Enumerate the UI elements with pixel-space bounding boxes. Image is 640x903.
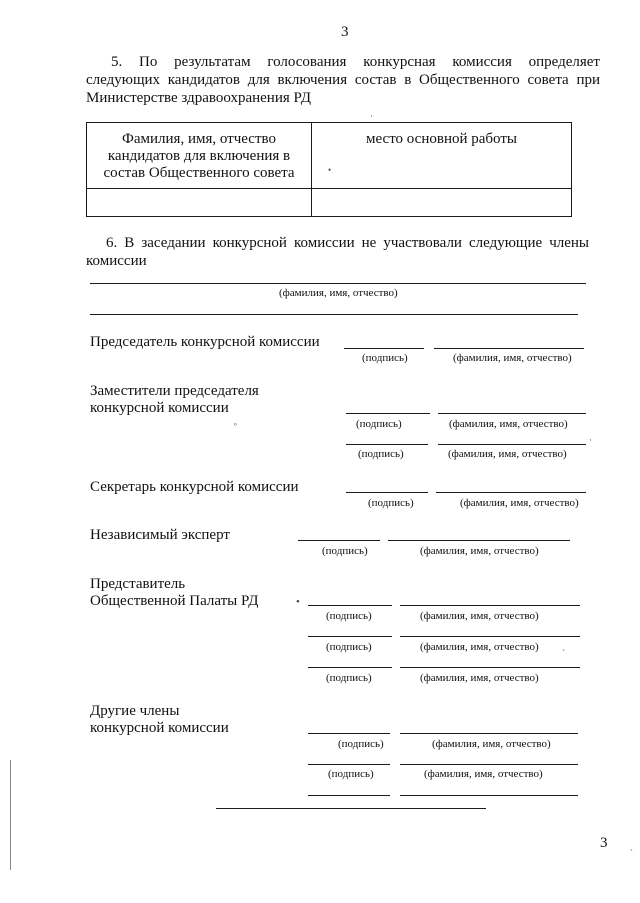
section6-line2: комиссии [86,253,147,269]
chamber3-signature-line[interactable] [308,667,392,668]
deputy2-signature-caption: (подпись) [358,448,404,460]
table-header-name-line3: состав Общественного совета [103,165,295,181]
absent-members-line-2 [90,314,578,315]
expert-signature-caption: (подпись) [322,545,368,557]
scan-margin-mark [10,760,11,870]
table-cell-workplace[interactable] [312,189,572,217]
chamber3-name-caption: (фамилия, имя, отчество) [420,672,539,684]
others1-name-line[interactable] [400,733,578,734]
page-number-top: 3 [341,24,349,40]
scan-speck: • [328,165,332,175]
chairman-signature-caption: (подпись) [362,352,408,364]
secretary-label: Секретарь конкурсной комиссии [90,479,299,495]
others1-signature-line[interactable] [308,733,390,734]
scan-speck: · [589,435,592,445]
secretary-signature-caption: (подпись) [368,497,414,509]
chamber2-signature-line[interactable] [308,636,392,637]
page-number-bottom: 3 [600,835,608,851]
table-header-workplace-label: место основной работы [366,131,517,147]
others2-signature-caption: (подпись) [328,768,374,780]
closing-line [216,808,486,809]
chamber-label-line2: Общественной Палаты РД [90,593,259,609]
table-header-name-line1: Фамилия, имя, отчество [122,131,276,147]
others2-name-line[interactable] [400,764,578,765]
section5-line2: следующих кандидатов для включения состав в Общественного совета при [86,72,600,88]
expert-label: Независимый эксперт [90,527,230,543]
section6-line1: 6. В заседании конкурсной комиссии не участвовали следующие члены [106,235,589,251]
chamber1-signature-line[interactable] [308,605,392,606]
deputy2-name-line[interactable] [438,444,586,445]
section5-line1: 5. По результатам голосования конкурсная комиссия определяет [111,54,600,70]
chamber2-signature-caption: (подпись) [326,641,372,653]
chamber2-name-caption: (фамилия, имя, отчество) [420,641,539,653]
scan-speck: ᵒ [234,420,237,430]
others2-name-caption: (фамилия, имя, отчество) [424,768,543,780]
deputy1-signature-line[interactable] [346,413,430,414]
deputy1-name-line[interactable] [438,413,586,414]
others3-name-line[interactable] [400,795,578,796]
others3-signature-line[interactable] [308,795,390,796]
chamber-label-line1: Представитель [90,576,186,592]
others1-name-caption: (фамилия, имя, отчество) [432,738,551,750]
deputies-label-line1: Заместители председателя [90,383,259,399]
chamber1-name-caption: (фамилия, имя, отчество) [420,610,539,622]
expert-name-line[interactable] [388,540,570,541]
table-header-workplace [312,123,572,189]
deputy1-signature-caption: (подпись) [356,418,402,430]
scan-speck: ˏ [562,641,565,651]
deputies-label-line2: конкурсной комиссии [90,400,229,416]
chamber3-name-line[interactable] [400,667,580,668]
scan-speck: · [370,111,373,121]
expert-name-caption: (фамилия, имя, отчество) [420,545,539,557]
deputy1-name-caption: (фамилия, имя, отчество) [449,418,568,430]
others2-signature-line[interactable] [308,764,390,765]
chairman-signature-line[interactable] [344,348,424,349]
section5-line3: Министерстве здравоохранения РД [86,90,311,106]
expert-signature-line[interactable] [298,540,380,541]
absent-members-line [90,283,586,284]
table-cell-name[interactable] [87,189,312,217]
table-row [87,189,572,217]
chamber1-name-line[interactable] [400,605,580,606]
chairman-name-caption: (фамилия, имя, отчество) [453,352,572,364]
deputy2-name-caption: (фамилия, имя, отчество) [448,448,567,460]
secretary-name-caption: (фамилия, имя, отчество) [460,497,579,509]
table-header-row [87,123,572,189]
chairman-label: Председатель конкурсной комиссии [90,334,320,350]
secretary-name-line[interactable] [436,492,586,493]
scan-speck: • [296,596,300,608]
secretary-signature-line[interactable] [346,492,428,493]
scan-speck: ˎ [630,841,633,851]
chamber2-name-line[interactable] [400,636,580,637]
others1-signature-caption: (подпись) [338,738,384,750]
absent-members-caption: (фамилия, имя, отчество) [279,287,398,299]
deputy2-signature-line[interactable] [346,444,428,445]
chamber1-signature-caption: (подпись) [326,610,372,622]
chairman-name-line[interactable] [434,348,584,349]
chamber3-signature-caption: (подпись) [326,672,372,684]
table-header-name [87,123,312,189]
table-header-name-line2: кандидатов для включения в [107,148,291,164]
others-label-line1: Другие члены [90,703,180,719]
others-label-line2: конкурсной комиссии [90,720,229,736]
